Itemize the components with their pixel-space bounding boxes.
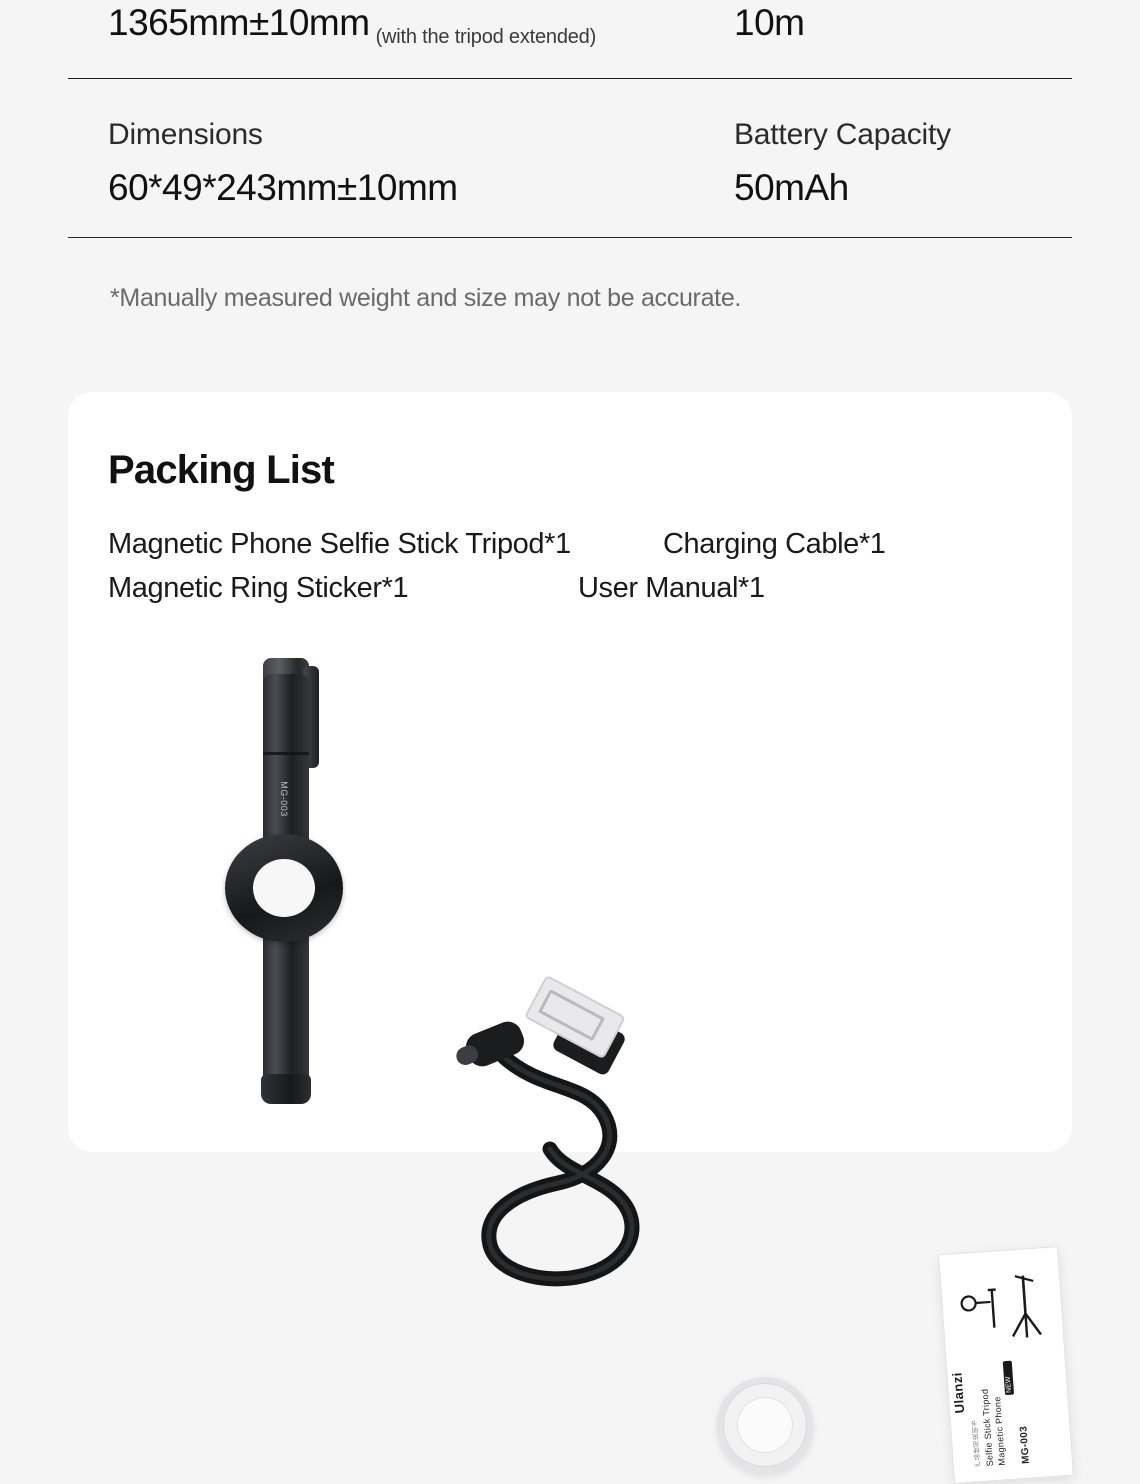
spec-battery-value: 50mAh (734, 167, 849, 208)
manual-new-badge: NEW (1002, 1361, 1013, 1396)
spec-length-value: 1365mm±10mm (108, 2, 370, 43)
spec-battery-label: Battery Capacity (734, 118, 951, 151)
manual-model: MG-003 (1017, 1425, 1032, 1465)
manual-line-1: Magnetic Phone (991, 1396, 1007, 1466)
manual-line-3: 产品使用说明书 (971, 1419, 983, 1468)
packing-item-4: User Manual*1 (578, 571, 765, 604)
packing-list-row (108, 567, 1072, 611)
selfie-stick-tripod-image (200, 644, 320, 1104)
spec-row-mid (68, 79, 1072, 237)
stick-tripod-foot (261, 1074, 311, 1104)
manual-brand-name: Ulanzi (949, 1371, 968, 1415)
measurement-footnote: *Manually measured weight and size may not be accurate. (110, 284, 742, 313)
spec-dimensions-value: 60*49*243mm±10mm (108, 167, 458, 208)
packing-item-3: Magnetic Ring Sticker*1 (108, 571, 409, 604)
spec-cell-battery (734, 117, 1072, 211)
magnetic-ring-sticker-image (717, 1377, 813, 1473)
manual-illustration (948, 1264, 1053, 1351)
packing-item-2: Charging Cable*1 (663, 528, 886, 560)
manual-text-block (969, 1360, 1032, 1468)
spec-cell-length (68, 0, 734, 46)
packing-item-1: Magnetic Phone Selfie Stick Tripod*1 (108, 528, 571, 560)
user-manual-image (938, 1246, 1074, 1484)
spec-row-top (68, 0, 1072, 78)
charging-cable-image (446, 987, 706, 1287)
packing-list-row (108, 523, 1072, 567)
packing-list-title: Packing List (108, 448, 335, 492)
stick-magnetic-ring (225, 834, 343, 942)
spec-cell-dimensions (68, 117, 734, 211)
spec-range-value: 10m (734, 2, 805, 43)
stick-seam (263, 752, 309, 755)
manual-line-2: Selfie Stick Tripod (979, 1388, 995, 1467)
stick-model-label: MG-003 (279, 781, 289, 817)
spec-table (0, 0, 1140, 313)
packing-list-items (68, 493, 1072, 610)
spec-length-note: (with the tripod extended) (375, 26, 597, 48)
packing-list-card (68, 392, 1072, 1468)
spec-dimensions-label: Dimensions (108, 118, 263, 151)
spec-cell-range (734, 0, 1072, 46)
product-photos (68, 632, 1072, 1468)
